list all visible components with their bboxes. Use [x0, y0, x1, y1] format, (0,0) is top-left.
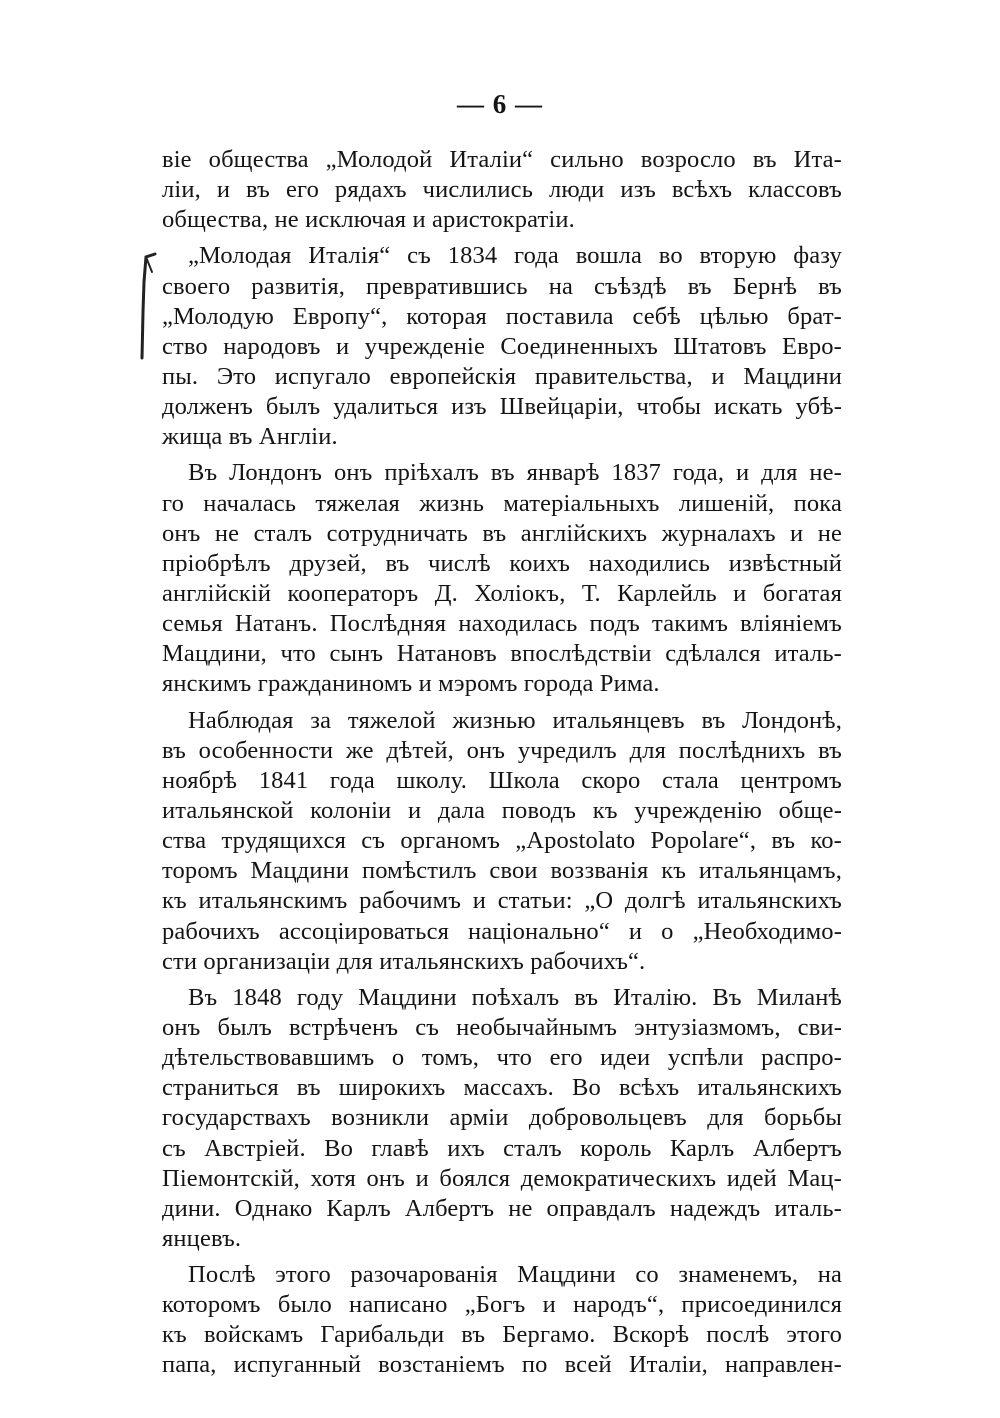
text-line: дини. Однако Карлъ Албертъ не оправдалъ надеждъ италь-: [162, 1194, 842, 1222]
page-number: — 6 —: [457, 89, 543, 119]
text-line: го началась тяжелая жизнь матеріальныхъ лишеній, пока: [162, 489, 842, 517]
paragraph: [162, 458, 842, 699]
text-line: „Молодая Италія“ съ 1834 года вошла во вторую фазу: [188, 242, 842, 270]
text-line: долженъ былъ удалиться изъ Швейцаріи, чтобы искать убѣ-: [162, 393, 842, 421]
text-line: „Молодую Европу“, которая поставила себѣ цѣлью брат-: [162, 302, 842, 330]
text-line: торомъ Мацдини помѣстилъ свои воззванія къ итальянцамъ,: [162, 857, 842, 885]
text-line: Мацдини, что сынъ Натановъ впослѣдствіи сдѣлался италь-: [162, 640, 842, 668]
margin-bracket-mark: [136, 252, 160, 362]
text-line: Въ 1848 году Мацдини поѣхалъ въ Италію. Въ Миланѣ: [188, 983, 842, 1011]
text-line: ство народовъ и учрежденіе Соединенныхъ Штатовъ Евро-: [162, 332, 842, 360]
text-line: Въ Лондонъ онъ пріѣхалъ въ январѣ 1837 года, и для не-: [188, 459, 842, 487]
text-line: къ войскамъ Гарибальди въ Бергамо. Вскорѣ послѣ этого: [162, 1321, 842, 1349]
text-line: ства трудящихся съ органомъ „Apostolato Popolare“, въ ко-: [162, 827, 842, 855]
text-line: государствахъ возникли арміи добровольцевъ для борьбы: [162, 1104, 842, 1132]
text-line: рабочихъ ассоціироваться національно“ и о „Необходимо-: [162, 917, 842, 945]
text-line: страниться въ широкихъ массахъ. Во всѣхъ итальянскихъ: [162, 1074, 842, 1102]
text-line: семья Натанъ. Послѣдняя находилась подъ такимъ вліяніемъ: [162, 610, 842, 638]
text-line: итальянской колоніи и дала поводъ къ учрежденію обще-: [162, 796, 842, 824]
text-line: янцевъ.: [162, 1224, 242, 1252]
paragraph: [162, 241, 842, 452]
paragraph: [162, 983, 842, 1254]
text-line: Наблюдая за тяжелой жизнью итальянцевъ въ Лондонѣ,: [188, 706, 842, 734]
text-line: своего развитія, превратившись на съѣздѣ въ Бернѣ въ: [162, 272, 842, 300]
text-line: віе общества „Молодой Италіи“ сильно возросло въ Ита-: [162, 146, 842, 173]
paragraph: [162, 706, 842, 977]
text-line: Послѣ этого разочарованія Мацдини со знаменемъ, на: [188, 1261, 842, 1289]
text-line: ноябрѣ 1841 года школу. Школа скоро стала центромъ: [162, 766, 842, 794]
text-line: пы. Это испугало европейскія правительства, и Мацдини: [162, 362, 842, 390]
text-line: онъ былъ встрѣченъ съ необычайнымъ энтузіазмомъ, сви-: [162, 1013, 842, 1041]
text-line: съ Австріей. Во главѣ ихъ сталъ король Карлъ Албертъ: [162, 1134, 842, 1162]
text-line: къ итальянскимъ рабочимъ и статьи: „О долгѣ итальянскихъ: [162, 887, 842, 915]
text-line: папа, испуганный возстаніемъ по всей Италіи, направлен-: [162, 1351, 842, 1379]
text-line: которомъ было написано „Богъ и народъ“, присоединился: [162, 1291, 842, 1319]
text-line: общества, не исключая и аристократіи.: [162, 206, 575, 234]
paragraph: [162, 145, 842, 235]
text-line: въ особенности же дѣтей, онъ учредилъ для послѣднихъ въ: [162, 736, 842, 764]
text-line: янскимъ гражданиномъ и мэромъ города Рима.: [162, 670, 660, 698]
text-line: сти организаціи для итальянскихъ рабочихъ“.: [162, 947, 646, 975]
text-line: англійскій кооператоръ Д. Холіокъ, Т. Карлейль и богатая: [162, 579, 842, 607]
body-text: [162, 145, 842, 1381]
text-line: ліи, и въ его рядахъ числились люди изъ всѣхъ классовъ: [162, 176, 842, 204]
text-line: дѣтельствовавшимъ о томъ, что его идеи успѣли распро-: [162, 1044, 842, 1072]
text-line: жища въ Англіи.: [162, 423, 338, 451]
text-line: Піемонтскій, хотя онъ и боялся демократическихъ идей Мац-: [162, 1164, 842, 1192]
text-line: пріобрѣлъ друзей, въ числѣ коихъ находились извѣстный: [162, 549, 842, 577]
text-line: онъ не сталъ сотрудничать въ англійскихъ журналахъ и не: [162, 519, 842, 547]
paragraph: [162, 1260, 842, 1381]
